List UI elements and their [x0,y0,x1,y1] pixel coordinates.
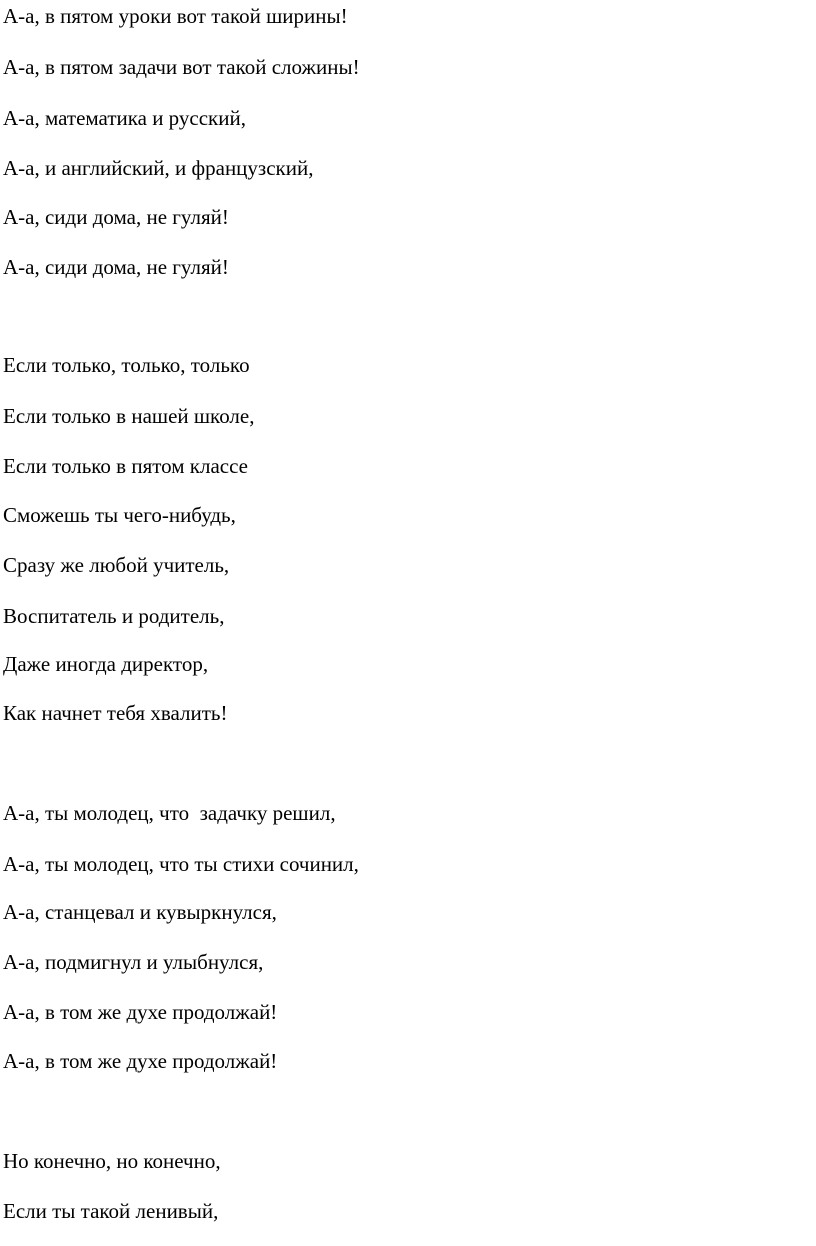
poem-line: А-а, математика и русский, [3,106,246,130]
poem-line: А-а, сиди дома, не гуляй! [3,255,229,279]
poem-line: Если только в нашей школе, [3,404,255,428]
poem-line: А-а, в том же духе продолжай! [3,1000,278,1024]
poem-line: А-а, подмигнул и улыбнулся, [3,950,264,974]
poem-line: Если только, только, только [3,353,250,377]
poem-line: Сразу же любой учитель, [3,553,230,577]
poem-line: А-а, сиди дома, не гуляй! [3,205,229,229]
poem-line: А-а, в пятом уроки вот такой ширины! [3,4,348,28]
poem-line: А-а, станцевал и кувыркнулся, [3,900,277,924]
poem-line: А-а, в том же духе продолжай! [3,1049,278,1073]
poem-line: А-а, и английский, и французский, [3,156,314,180]
poem-line: Сможешь ты чего-нибудь, [3,503,236,527]
poem-line: Воспитатель и родитель, [3,604,225,628]
poem-line: Если только в пятом классе [3,454,249,478]
poem-line: Как начнет тебя хвалить! [3,701,228,725]
poem-line: А-а, в пятом задачи вот такой сложины! [3,55,360,79]
poem-line: Если ты такой ленивый, [3,1199,219,1223]
poem-line: А-а, ты молодец, что ты стихи сочинил, [3,852,359,876]
poem-line: Даже иногда директор, [3,652,209,676]
poem-line: А-а, ты молодец, что задачку решил, [3,801,336,825]
poem-line: Но конечно, но конечно, [3,1149,221,1173]
